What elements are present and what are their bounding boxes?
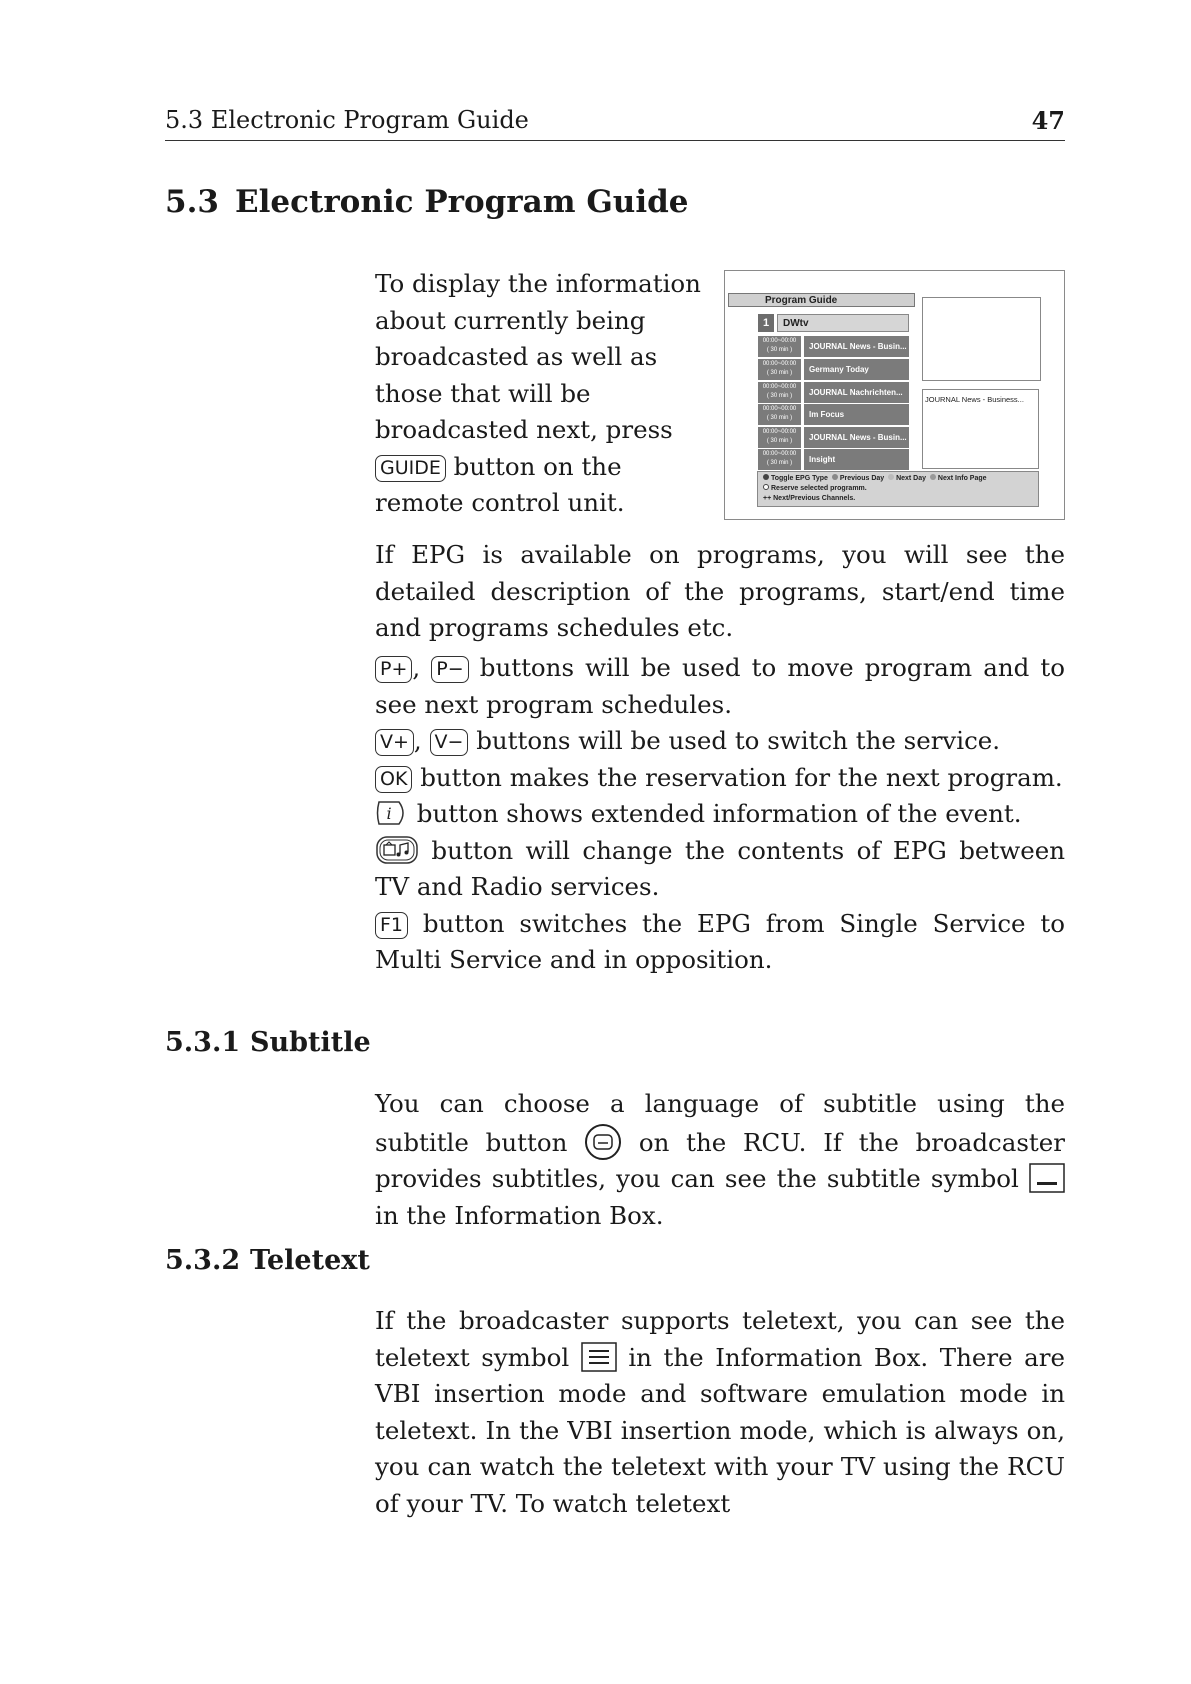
epg-row: [758, 427, 909, 448]
ok-key: OK: [375, 766, 412, 793]
subsection-number: 5.3.2: [165, 1245, 241, 1276]
info-key-line: [375, 796, 1065, 833]
subtitle-text-3: in the Information Box.: [375, 1200, 664, 1230]
epg-row-program: Insight: [804, 449, 909, 470]
epg-row-program: Im Focus: [804, 404, 909, 425]
tvradio-key-line: [375, 833, 1065, 906]
section-title: Electronic Program Guide: [235, 184, 689, 220]
intro-text-1: To display the information about currently being broadcasted as well as those that will be broadcasted next, press: [375, 269, 701, 444]
tv-radio-key-icon: [375, 835, 419, 865]
svg-text:i: i: [386, 804, 392, 823]
ok-key-text: button makes the reservation for the next program.: [420, 762, 1063, 792]
p-keys-text: buttons will be used to move program and to see next program schedules.: [375, 653, 1065, 719]
subtitle-text-2: on the RCU. If the broadcaster provides subtitles, you can see the subtitle symbol: [375, 1127, 1065, 1193]
epg-row-program: JOURNAL News - Busin...: [804, 427, 909, 448]
red-dot-icon: [763, 474, 769, 480]
intro-paragraph: [375, 266, 705, 522]
v-keys-text: buttons will be used to switch the service.: [476, 726, 1001, 755]
epg-help-bar: Toggle EPG Type Previous Day Next Day Next Info Page Reserve selected programm. ++ Next/Previous Channels.: [757, 471, 1039, 507]
p-keys-line: P+ , P− buttons will be used to move program and to see next program schedules.: [375, 653, 1065, 719]
subtitle-paragraph: [375, 1086, 1065, 1234]
subtitle-symbol-icon: [1029, 1163, 1065, 1193]
epg-screenshot: [724, 270, 1065, 520]
subsection-heading-teletext: [165, 1245, 370, 1276]
epg-row: [758, 336, 909, 357]
epg-row-program: Germany Today: [804, 359, 909, 380]
epg-row-time: 00:00~00:00 ( 30 min ): [758, 382, 801, 403]
epg-row-program: JOURNAL Nachrichten...: [804, 382, 909, 403]
section-heading: [165, 184, 689, 220]
intro-text-2: button on the remote control unit.: [375, 451, 625, 517]
v-minus-key: V−: [430, 729, 469, 756]
epg-row: [758, 359, 909, 380]
teletext-text-2: in the Information Box. There are VBI insertion mode and software emulation mode in teletext. In the VBI insertion mode, which is always on, you can watch the teletext with your TV using the RCU of your TV. To watch teletext: [375, 1342, 1065, 1518]
subtitle-text-1: You can choose a language of subtitle using the subtitle button: [375, 1089, 1065, 1157]
f1-key-line: [375, 906, 1065, 979]
subtitle-button-icon: [584, 1123, 622, 1161]
epg-row-time: 00:00~00:00 ( 30 min ): [758, 449, 801, 470]
epg-availability-paragraph: If EPG is available on programs, you will see the detailed description of the programs, start/end time and programs schedules etc.: [375, 540, 1065, 642]
epg-row-program: JOURNAL News - Busin...: [804, 336, 909, 357]
running-head: [165, 104, 1065, 141]
ok-dot-icon: [763, 484, 769, 490]
subsection-title: Teletext: [250, 1245, 370, 1276]
info-key-icon: [375, 798, 409, 828]
epg-video-preview: [922, 297, 1041, 381]
section-number: 5.3: [165, 184, 219, 220]
page-number: 47: [1031, 106, 1065, 135]
subsection-heading-subtitle: [165, 1027, 371, 1058]
epg-row-time: 00:00~00:00 ( 30 min ): [758, 427, 801, 448]
blue-dot-icon: [930, 474, 936, 480]
epg-row-time: 00:00~00:00 ( 30 min ): [758, 404, 801, 425]
v-keys-line: V+ , V− buttons will be used to switch the service.: [375, 723, 1065, 760]
epg-row-time: 00:00~00:00 ( 30 min ): [758, 359, 801, 380]
epg-row-time: 00:00~00:00 ( 30 min ): [758, 336, 801, 357]
v-plus-key: V+: [375, 729, 414, 756]
teletext-symbol-icon: [581, 1342, 617, 1372]
p-plus-key: P+: [375, 656, 412, 683]
green-dot-icon: [832, 474, 838, 480]
epg-title: Program Guide: [728, 293, 915, 307]
epg-row: [758, 382, 909, 403]
subsection-title: Subtitle: [250, 1027, 371, 1058]
running-head-title: 5.3 Electronic Program Guide: [165, 106, 529, 134]
p-minus-key: P−: [431, 656, 468, 683]
epg-channel-name: DWtv: [777, 314, 909, 332]
info-key-text: button shows extended information of the event.: [416, 799, 1022, 828]
f1-key: F1: [375, 912, 408, 939]
teletext-text-1: If the broadcaster supports teletext, you can see the teletext symbol: [375, 1306, 1065, 1372]
key-explanations: [375, 650, 1065, 979]
epg-channel-number: 1: [758, 314, 774, 332]
f1-key-text: button switches the EPG from Single Service to Multi Service and in opposition.: [375, 908, 1065, 974]
epg-row: [758, 404, 909, 425]
ok-key-line: [375, 760, 1065, 797]
epg-detail-panel: JOURNAL News - Business...: [922, 389, 1039, 469]
subsection-number: 5.3.1: [165, 1027, 241, 1058]
teletext-paragraph: [375, 1303, 1065, 1522]
yellow-dot-icon: [888, 474, 894, 480]
guide-key: GUIDE: [375, 455, 446, 482]
epg-row: [758, 449, 909, 470]
tv-radio-key-text: button will change the contents of EPG between TV and Radio services.: [375, 835, 1065, 901]
